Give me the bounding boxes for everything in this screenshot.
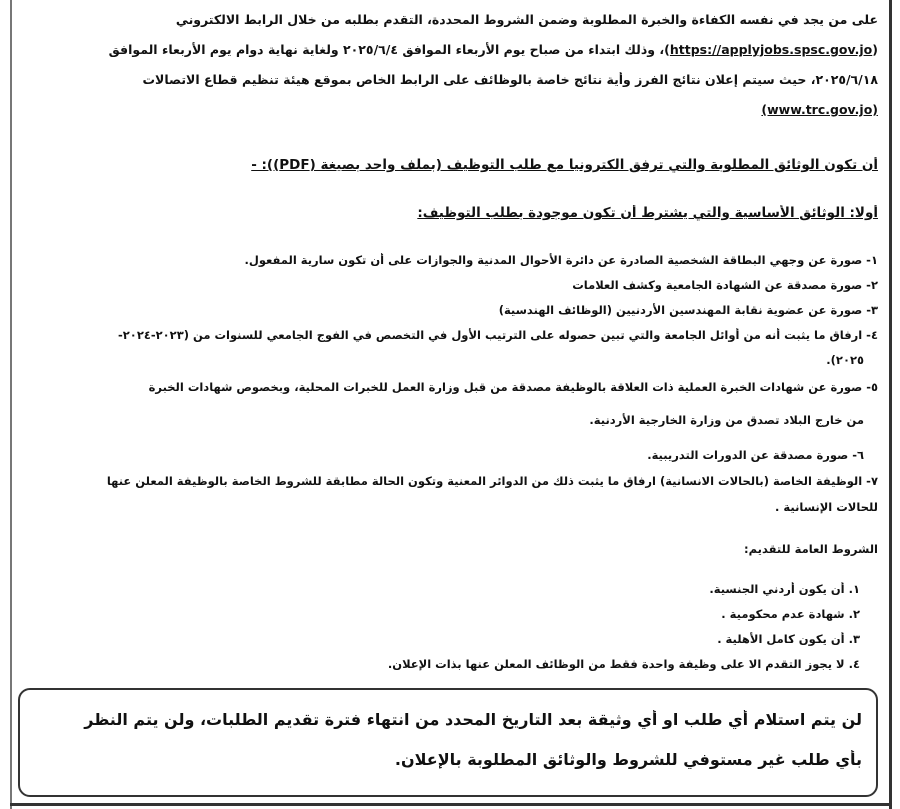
intro-line-2 [22, 42, 878, 57]
page-border-right [889, 0, 892, 809]
intro-line-3: ٢٠٢٥/٦/١٨، حيث سيتم إعلان نتائج الفرز وأية نتائج خاصة بالوظائف على الرابط الخاص بموقع هيئة تنظيم قطاع الاتصالات [142, 72, 878, 87]
submission-notice-box [18, 688, 878, 797]
general-condition-item: ٣. أن يكون كامل الأهلية . [717, 632, 860, 646]
document-item-continuation: للحالات الإنسانية . [775, 500, 878, 514]
document-item: ٣- صورة عن عضوية نقابة المهندسين الأردنيين (الوظائف الهندسية) [498, 303, 878, 317]
essential-documents-heading: أولا: الوثائق الأساسية والتي يشترط أن تكون موجودة بطلب التوظيف: [417, 205, 878, 221]
intro-line-1: على من يجد في نفسه الكفاءة والخبرة المطلوبة وضمن الشروط المحددة، التقدم بطلبه من خلال الرابط الالكتروني [175, 12, 878, 27]
notice-line-1: لن يتم استلام أي طلب او أي وثيقة بعد التاريخ المحدد من انتهاء فترة تقديم الطلبات، ولن يتم النظر [84, 710, 862, 729]
document-item: ٢- صورة مصدقة عن الشهادة الجامعية وكشف العلامات [572, 278, 878, 292]
intro-line-4 [22, 102, 878, 117]
document-item-continuation: من خارج البلاد تصدق من وزارة الخارجية الأردنية. [589, 413, 864, 427]
intro-paren: ( [872, 42, 878, 57]
document-item: ١- صورة عن وجهي البطاقة الشخصية الصادرة عن دائرة الأحوال المدنية والجوازات على أن تكون سارية المفعول. [244, 253, 878, 267]
document-item: ٦- صورة مصدقة عن الدورات التدريبية. [647, 448, 864, 462]
trc-link[interactable]: (www.trc.gov.jo) [761, 102, 878, 117]
document-item: ٥- صورة عن شهادات الخبرة العملية ذات العلاقة بالوظيفة مصدقة من قبل وزارة العمل للخبرات المحلية، وبخصوص شهادات الخبرة [148, 380, 878, 394]
document-item: ٧- الوظيفة الخاصة (بالحالات الانسانية) ارفاق ما يثبت ذلك من الدوائر المعنية وتكون الحالة مطابقة للشروط الخاصة بالوظيفة المعلن عنها [106, 474, 878, 488]
document-item-continuation: ٢٠٢٥). [826, 353, 864, 367]
documents-heading: أن تكون الوثائق المطلوبة والتي ترفق الكترونيا مع طلب التوظيف (بملف واحد بصيغة (PDF)): - [251, 157, 878, 173]
general-condition-item: ٤. لا يجوز التقدم الا على وظيفة واحدة فقط من الوظائف المعلن عنها بذات الإعلان. [387, 657, 860, 671]
document-item: ٤- ارفاق ما يثبت أنه من أوائل الجامعة والتي تبين حصوله على الترتيب الأول في التخصص في الفوج الجامعي للسنوات من (٢٠٢٣-٢٠٢٤- [118, 328, 878, 342]
intro-line-2-rest: )، وذلك ابتداء من صباح يوم الأربعاء الموافق ٢٠٢٥/٦/٤ ولغاية نهاية دوام يوم الأربعاء الموافق [108, 42, 670, 57]
general-condition-item: ١. أن يكون أردني الجنسية. [709, 582, 860, 596]
general-conditions-heading: الشروط العامة للتقديم: [744, 542, 878, 556]
general-condition-item: ٢. شهادة عدم محكومية . [721, 607, 860, 621]
apply-link[interactable]: https://applyjobs.spsc.gov.jo [669, 42, 873, 57]
notice-line-2: بأي طلب غير مستوفي للشروط والوثائق المطلوبة بالإعلان. [394, 750, 862, 769]
page-border-left [10, 0, 12, 809]
